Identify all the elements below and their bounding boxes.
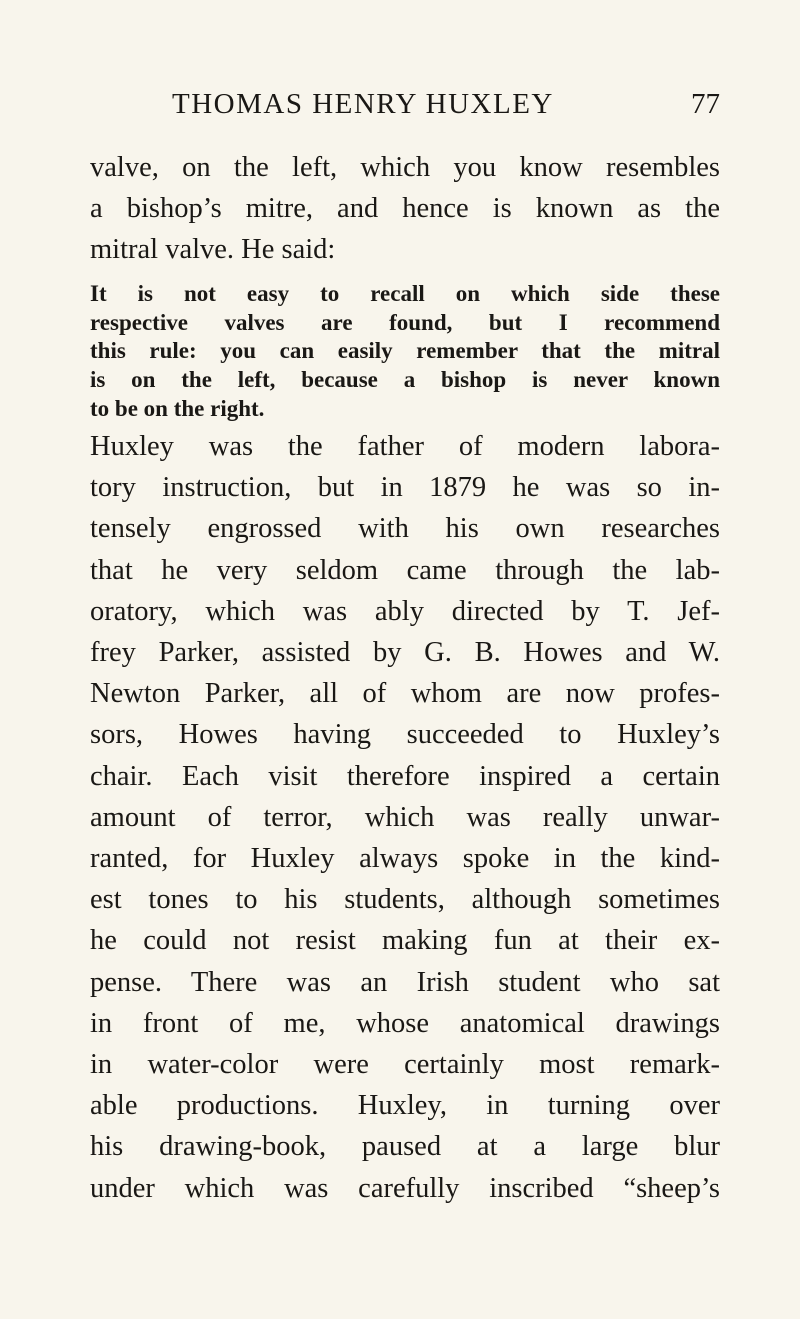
block-quote [90,280,720,424]
text-line: tory instruction, but in 1879 he was so in- [90,472,720,504]
text-line: that he very seldom came through the lab- [90,554,720,586]
text-line: a bishop’s mitre, and hence is known as the [90,193,720,225]
text-line: amount of terror, which was really unwar- [90,801,720,833]
text-line: chair. Each visit therefore inspired a certain [90,760,720,792]
quote-line: is on the left, because a bishop is never known [90,367,720,393]
text-line: in water-color were certainly most remark- [90,1049,720,1081]
text-line: Huxley was the father of modern labora- [90,431,720,462]
text-line: frey Parker, assisted by G. B. Howes and W. [90,637,720,669]
text-line: able productions. Huxley, in turning over [90,1090,720,1122]
text-line: ranted, for Huxley always spoke in the kind- [90,843,720,875]
quote-line: It is not easy to recall on which side these [90,281,720,306]
paragraph-1 [90,147,720,271]
running-head [90,88,720,128]
text-line: under which was carefully inscribed “sheep’s [90,1172,720,1204]
text-line: his drawing-book, paused at a large blur [90,1131,720,1163]
text-line: valve, on the left, which you know resembles [90,152,720,183]
text-line: tensely engrossed with his own researches [90,513,720,545]
text-line: Newton Parker, all of whom are now profes- [90,678,720,710]
text-line: he could not resist making fun at their ex- [90,925,720,957]
text-line: in front of me, whose anatomical drawings [90,1007,720,1039]
quote-line: to be on the right. [90,395,265,421]
quote-line: this rule: you can easily remember that the mitral [90,338,720,364]
text-line: mitral valve. He said: [90,234,336,266]
text-line: est tones to his students, although sometimes [90,884,720,916]
text-line: pense. There was an Irish student who sat [90,966,720,998]
text-line: oratory, which was ably directed by T. Jef- [90,595,720,627]
text-line: sors, Howes having succeeded to Huxley’s [90,719,720,751]
quote-line: respective valves are found, but I recommend [90,309,720,335]
page-number: 77 [691,88,720,120]
paragraph-2 [90,426,720,1209]
running-title: THOMAS HENRY HUXLEY [172,88,554,120]
